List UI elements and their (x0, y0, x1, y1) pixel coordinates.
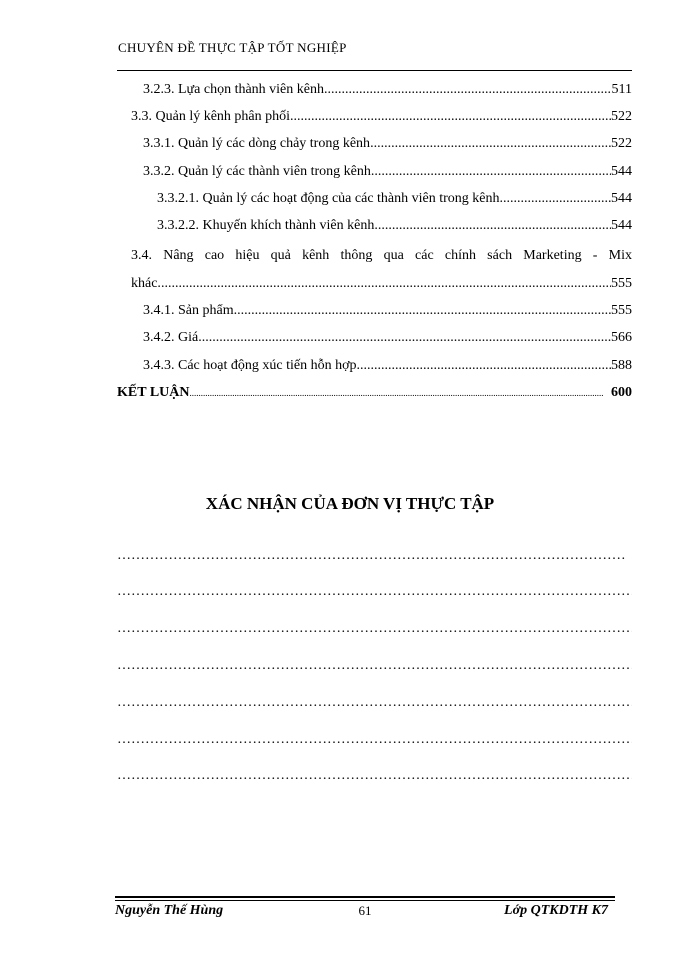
toc-leader-dots (234, 301, 611, 321)
blank-dotted-line (117, 548, 625, 564)
toc-entry-page: 555 (611, 276, 632, 291)
blank-dotted-line (117, 695, 632, 711)
toc-entry-label: 3.4.1. Sản phẩm (143, 303, 234, 318)
blank-dotted-line (117, 584, 632, 600)
toc-entry (131, 107, 632, 127)
toc-entry-label: 3.3.2. Quản lý các thành viên trong kênh (143, 164, 371, 179)
toc-entry-label: 3.4.2. Giá (143, 330, 199, 345)
toc-entry (131, 274, 632, 294)
toc-entry-page: 522 (611, 109, 632, 124)
toc-entry-page: 544 (611, 191, 632, 206)
toc-leader-dots (290, 107, 611, 127)
toc-entry-page: 555 (611, 303, 632, 318)
toc-entry (143, 134, 632, 154)
blank-dotted-line (117, 768, 632, 784)
toc-leader-dots (356, 356, 611, 376)
toc-entry-page: 511 (611, 82, 632, 97)
toc-entry-page: 544 (611, 164, 632, 179)
toc-entry-page: 522 (611, 136, 632, 151)
blank-dotted-line (117, 732, 632, 748)
footer-page-number: 61 (358, 903, 372, 918)
toc-leader-dots (198, 328, 611, 348)
toc-entry-page: 600 (604, 385, 632, 400)
toc-entry-conclusion (117, 383, 632, 403)
footer-divider-thin (115, 900, 615, 901)
page-header-title: CHUYÊN ĐỀ THỰC TẬP TỐT NGHIỆP (118, 40, 347, 55)
toc-entry (157, 216, 632, 236)
footer-class: Lớp QTKDTH K7 (504, 903, 608, 918)
toc-entry (157, 189, 632, 209)
toc-entry-label: 3.4.3. Các hoạt động xúc tiến hỗn hợp (143, 358, 357, 373)
toc-leader-dots (374, 216, 611, 236)
footer-author: Nguyễn Thế Hùng (115, 903, 224, 918)
confirmation-title: XÁC NHẬN CỦA ĐƠN VỊ THỰC TẬP (205, 494, 495, 513)
blank-dotted-line (117, 621, 632, 637)
toc-entry (143, 162, 632, 182)
toc-entry-page: 588 (611, 358, 632, 373)
toc-entry (143, 356, 632, 376)
toc-entry (143, 328, 632, 348)
toc-entry-label: KẾT LUẬN (117, 385, 190, 400)
toc-leader-dots (371, 162, 611, 182)
toc-entry-label: 3.3. Quản lý kênh phân phối (131, 109, 291, 124)
toc-entry (143, 301, 632, 321)
header-divider (117, 70, 632, 71)
toc-leader-dots (500, 189, 611, 209)
toc-leader-dots (161, 274, 611, 294)
blank-dotted-line (117, 658, 632, 674)
toc-entry-label: 3.3.1. Quản lý các dòng chảy trong kênh (143, 136, 371, 151)
toc-entry (143, 80, 632, 100)
toc-leader-dots (324, 80, 612, 100)
toc-entry-label: 3.2.3. Lựa chọn thành viên kênh (143, 82, 324, 97)
footer-divider-thick (115, 896, 615, 898)
toc-leader-dots (189, 383, 604, 403)
toc-entry-page: 566 (611, 330, 632, 345)
toc-entry-label: khác. (131, 276, 161, 291)
toc-entry-label: 3.3.2.1. Quản lý các hoạt động của các thành viên trong kênh (157, 191, 500, 206)
toc-entry-label-first-line: 3.4. Nâng cao hiệu quả kênh thông qua các chính sách Marketing - Mix (131, 248, 632, 263)
toc-entry-page: 544 (611, 218, 632, 233)
toc-entry-label: 3.3.2.2. Khuyến khích thành viên kênh (157, 218, 375, 233)
toc-leader-dots (370, 134, 611, 154)
